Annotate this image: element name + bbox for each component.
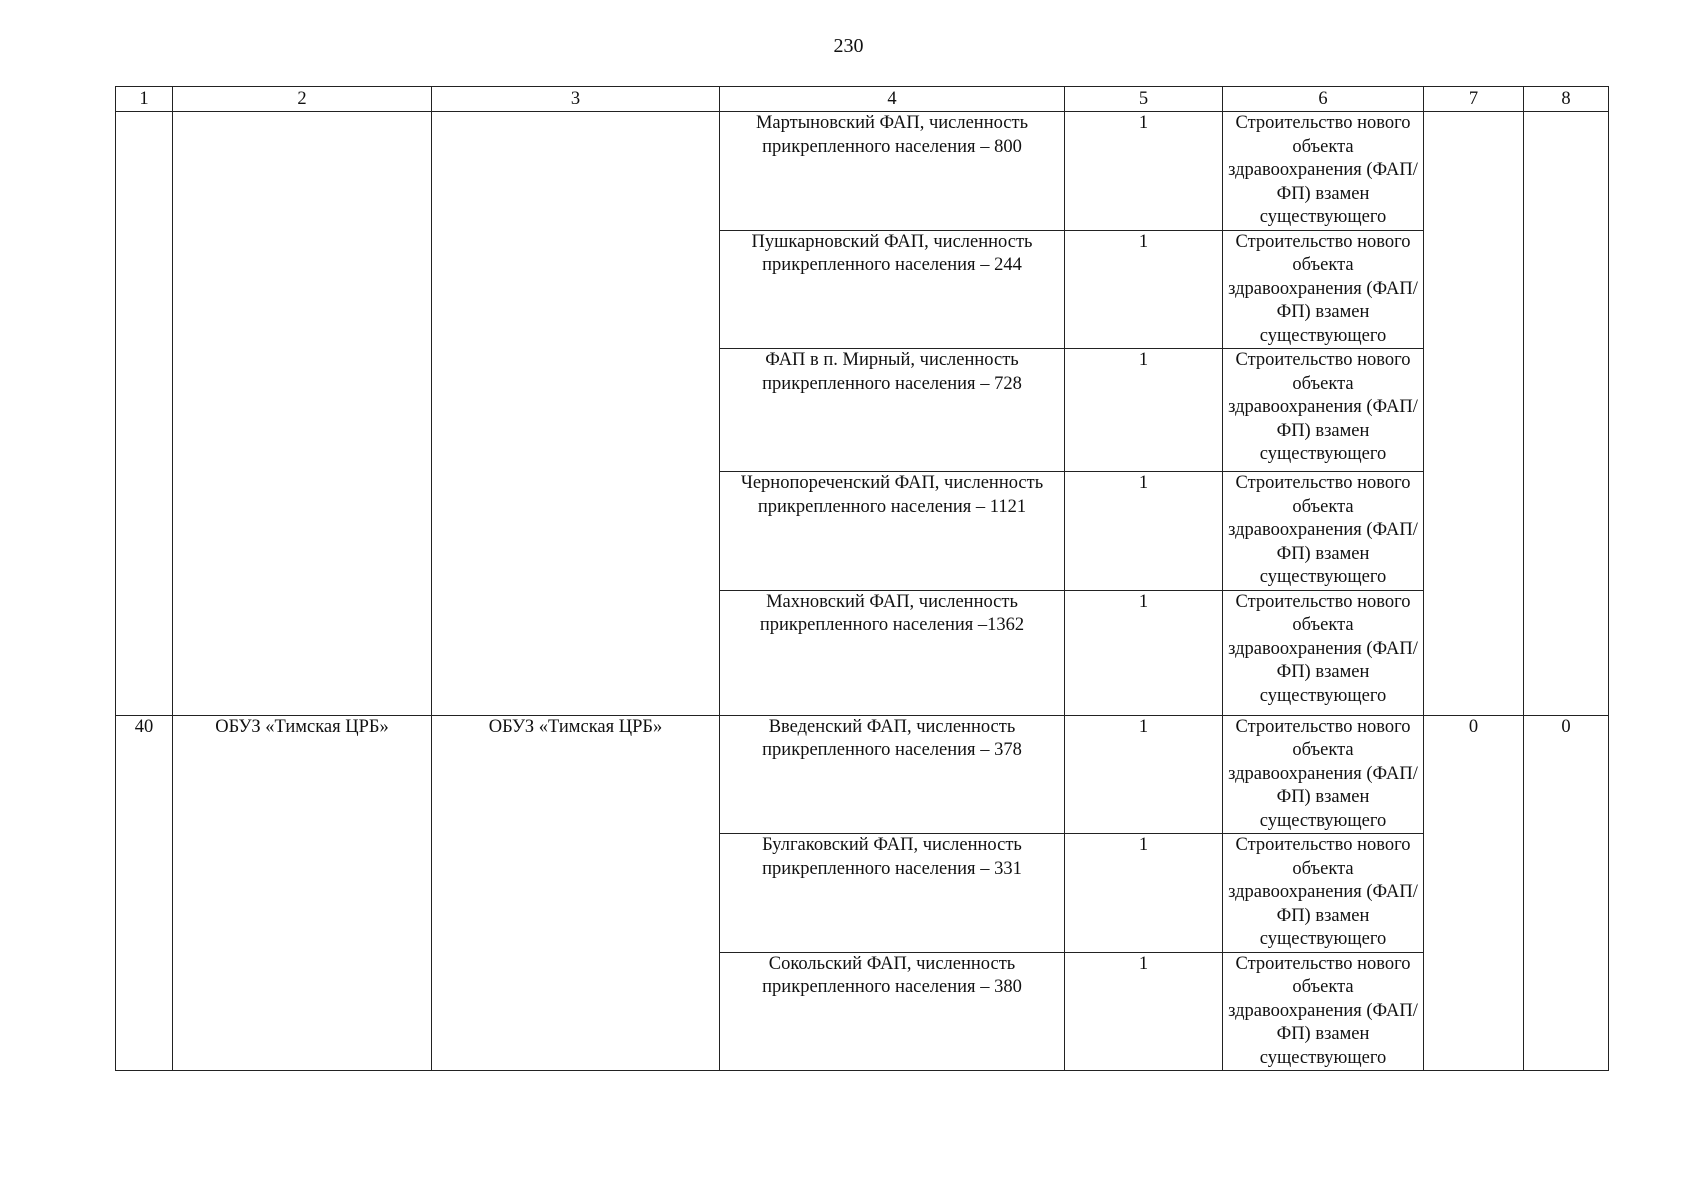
column-number-row [116,87,1609,112]
column-number: 6 [1223,87,1424,112]
count-cell: 1 [1065,590,1223,715]
table-row [116,112,1609,231]
facilities-table [115,86,1609,1071]
facility-cell: Пушкарновский ФАП, численность прикрепленного населения – 244 [720,230,1065,349]
count-cell: 1 [1065,834,1223,953]
organization-cell [432,112,720,716]
facility-cell: Булгаковский ФАП, численность прикрепленного населения – 331 [720,834,1065,953]
value-cell [1424,112,1524,716]
facility-cell: Махновский ФАП, численность прикрепленного населения –1362 [720,590,1065,715]
action-cell: Строительство нового объекта здравоохранения (ФАП/ФП) взамен существующего [1223,349,1424,472]
action-cell: Строительство нового объекта здравоохранения (ФАП/ФП) взамен существующего [1223,230,1424,349]
facility-cell: ФАП в п. Мирный, численность прикрепленного населения – 728 [720,349,1065,472]
column-number: 1 [116,87,173,112]
count-cell: 1 [1065,349,1223,472]
count-cell: 1 [1065,715,1223,834]
count-cell: 1 [1065,112,1223,231]
action-cell: Строительство нового объекта здравоохранения (ФАП/ФП) взамен существующего [1223,590,1424,715]
count-cell: 1 [1065,230,1223,349]
column-number: 8 [1524,87,1609,112]
column-number: 5 [1065,87,1223,112]
action-cell: Строительство нового объекта здравоохранения (ФАП/ФП) взамен существующего [1223,715,1424,834]
action-cell: Строительство нового объекта здравоохранения (ФАП/ФП) взамен существующего [1223,952,1424,1071]
facility-cell: Сокольский ФАП, численность прикрепленного населения – 380 [720,952,1065,1071]
action-cell: Строительство нового объекта здравоохранения (ФАП/ФП) взамен существующего [1223,834,1424,953]
column-number: 7 [1424,87,1524,112]
column-number: 2 [173,87,432,112]
action-cell: Строительство нового объекта здравоохранения (ФАП/ФП) взамен существующего [1223,472,1424,591]
organization-cell: ОБУЗ «Тимская ЦРБ» [173,715,432,1071]
value-cell: 0 [1424,715,1524,1071]
facility-cell: Мартыновский ФАП, численность прикрепленного населения – 800 [720,112,1065,231]
column-number: 3 [432,87,720,112]
organization-cell: ОБУЗ «Тимская ЦРБ» [432,715,720,1071]
facility-cell: Введенский ФАП, численность прикрепленного населения – 378 [720,715,1065,834]
page-number: 230 [833,35,864,57]
row-number-cell [116,112,173,716]
value-cell: 0 [1524,715,1609,1071]
table-row [116,715,1609,834]
row-number-cell: 40 [116,715,173,1071]
count-cell: 1 [1065,952,1223,1071]
organization-cell [173,112,432,716]
column-number: 4 [720,87,1065,112]
action-cell: Строительство нового объекта здравоохранения (ФАП/ФП) взамен существующего [1223,112,1424,231]
value-cell [1524,112,1609,716]
count-cell: 1 [1065,472,1223,591]
facility-cell: Чернопореченский ФАП, численность прикрепленного населения – 1121 [720,472,1065,591]
